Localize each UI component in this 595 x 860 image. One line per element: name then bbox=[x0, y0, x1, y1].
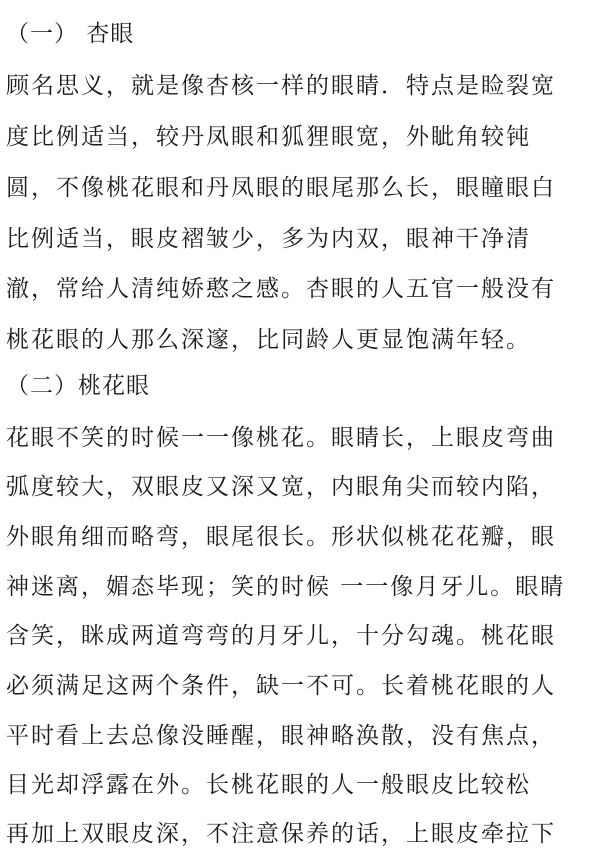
text-line: 目光却浮露在外。长桃花眼的人一般眼皮比较松 bbox=[6, 772, 531, 798]
text-line: 外眼角细而略弯，眼尾很长。形状似桃花花瓣，眼 bbox=[6, 524, 556, 550]
text-line: 澈，常给人清纯娇憨之感。杏眼的人五官一般没有 bbox=[6, 276, 556, 302]
text-line: 必须满足这两个条件，缺一不可。长着桃花眼的人 bbox=[6, 673, 556, 699]
text-line: 再加上双眼皮深，不注意保养的话，上眼皮牵拉下 bbox=[6, 821, 556, 847]
text-line: 比例适当，眼皮褶皱少，多为内双，眼神干净清 bbox=[6, 226, 531, 252]
text-line: 桃花眼的人那么深邃，比同龄人更显饱满年轻。 bbox=[6, 327, 531, 353]
text-line: 弧度较大，双眼皮又深又宽，内眼角尖而较内陷， bbox=[6, 474, 556, 500]
text-line: 顾名思义，就是像杏核一样的眼睛．特点是睑裂宽 bbox=[6, 73, 556, 99]
section-heading-apricot-eye: （一） 杏眼 bbox=[6, 21, 135, 47]
text-line: 花眼不笑的时候一一像桃花。眼睛长，上眼皮弯曲 bbox=[6, 425, 556, 451]
text-line: 圆，不像桃花眼和丹凤眼的眼尾那么长，眼瞳眼白 bbox=[6, 175, 556, 201]
section-heading-peach-blossom-eye: （二）桃花眼 bbox=[6, 373, 150, 399]
text-line: 平时看上去总像没睡醒，眼神略涣散，没有焦点， bbox=[6, 723, 556, 749]
text-line: 含笑，眯成两道弯弯的月牙儿，十分勾魂。桃花眼 bbox=[6, 623, 556, 649]
text-line: 神迷离，媚态毕现；笑的时候 一一像月牙儿。眼睛 bbox=[6, 574, 566, 600]
text-line: 度比例适当，较丹凤眼和狐狸眼宽，外眦角较钝 bbox=[6, 124, 531, 150]
